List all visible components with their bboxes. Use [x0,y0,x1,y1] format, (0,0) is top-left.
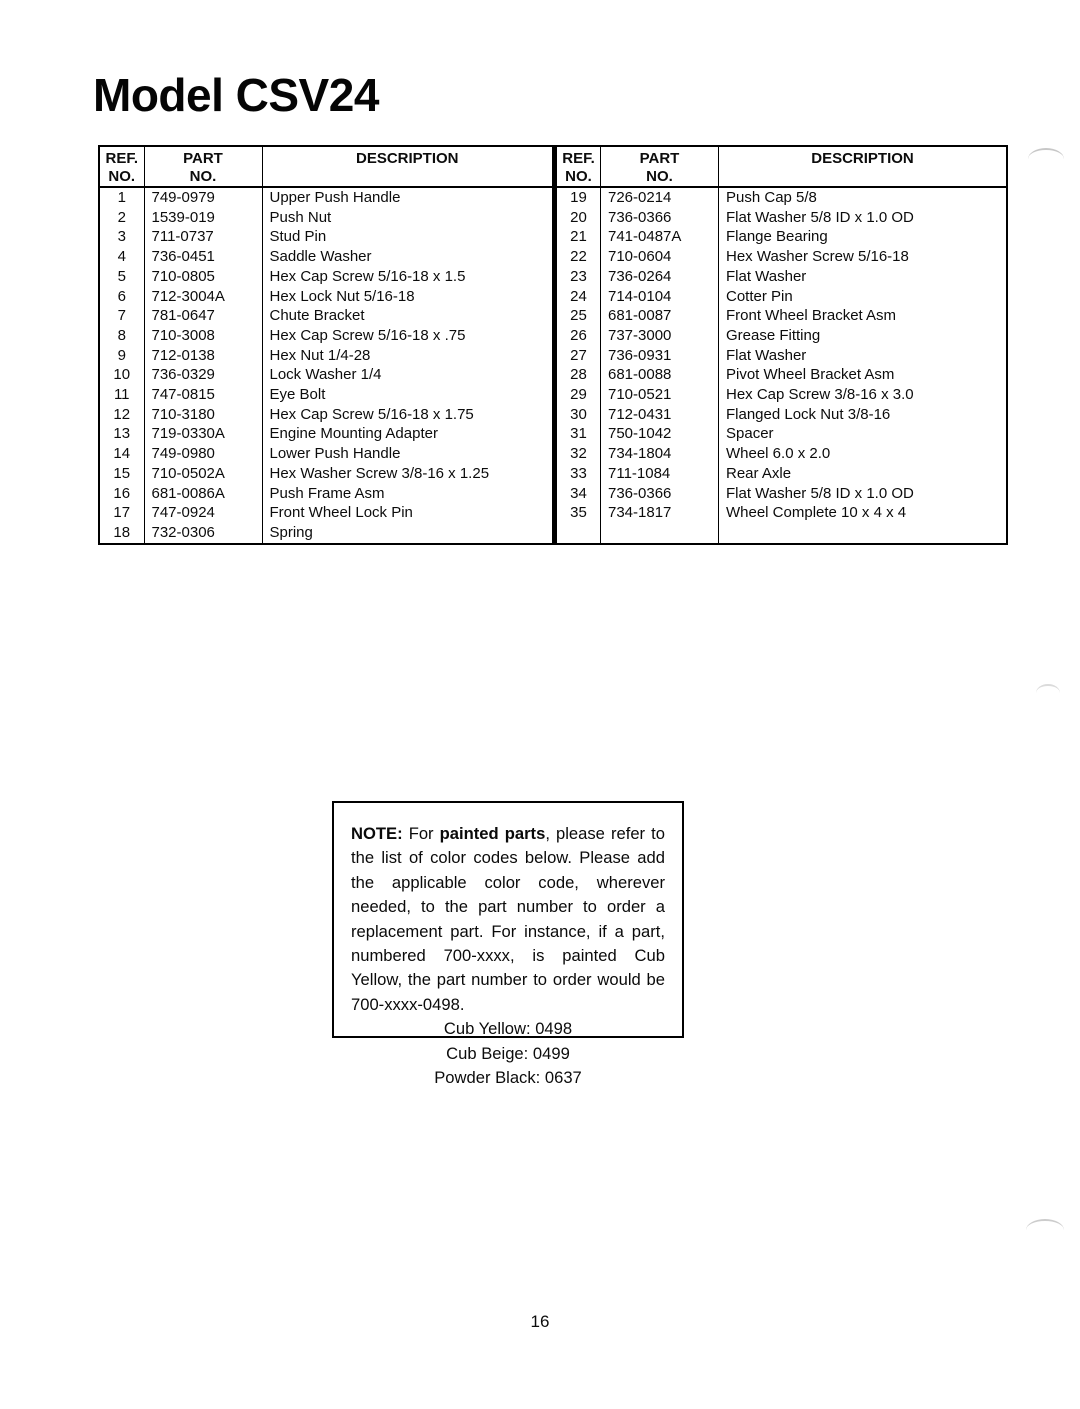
description-header [719,146,1008,187]
description-cell: Chute Bracket [269,307,365,325]
note-text-2: , please refer to the list of color codes below. Please add the applicable color code, wherever needed, to the part number to order a replacement part. For instance, if a part, numbered 700-xxxx, is painted Cub Yellow, the part number to order would be 700-xxxx-0498. [351,824,665,1014]
table-row [99,306,553,326]
scan-artifact [1028,148,1064,159]
description-cell: Push Cap 5/8 [726,189,817,206]
header-row [556,146,1008,187]
ref-no-cell: 16 [99,484,144,504]
description-cell: Engine Mounting Adapter [269,425,438,443]
note-text-1: For [402,824,440,843]
color-codes-list [351,1017,665,1090]
description-cell: Hex Washer Screw 5/16-18 [726,248,909,266]
part-no-header [144,146,262,187]
description-cell: Grease Fitting [726,326,821,344]
ref-no-cell: 27 [556,346,601,366]
ref-no-cell: 5 [99,267,144,287]
ref-no-cell: 14 [99,444,144,464]
parts-tables [98,145,1008,545]
header-part-line1: PART [639,150,680,167]
part-no-cell: 710-0604 [601,247,719,267]
description-cell: Flat Washer [726,267,807,285]
table-row [99,208,553,228]
table-row [556,187,1008,208]
part-no-cell: 732-0306 [144,523,262,544]
part-no-cell: 714-0104 [601,287,719,307]
header-ref-line1: REF. [105,150,138,167]
part-no-cell: 736-0366 [601,208,719,228]
part-no-cell: 710-3180 [144,405,262,425]
ref-no-cell: 21 [556,227,601,247]
part-no-cell: 736-0451 [144,247,262,267]
scan-artifact [1026,1219,1064,1230]
ref-no-cell: 30 [556,405,601,425]
part-no-cell: 712-0138 [144,346,262,366]
description-cell: Flange Bearing [726,228,828,246]
part-no-cell: 726-0214 [601,187,719,208]
ref-no-cell: 19 [556,187,601,208]
description-cell [719,523,1008,544]
description-cell: Cotter Pin [726,287,793,305]
table-row [556,267,1008,287]
description-cell: Lock Washer 1/4 [269,366,382,384]
ref-no-cell [556,523,601,544]
part-no-cell: 736-0931 [601,346,719,366]
ref-no-cell: 11 [99,385,144,405]
table-row [556,365,1008,385]
part-no-cell: 710-0502A [144,464,262,484]
part-no-cell: 734-1804 [601,444,719,464]
part-no-cell: 711-1084 [601,464,719,484]
ref-no-header [556,146,601,187]
ref-no-cell: 8 [99,326,144,346]
description-cell: Saddle Washer [269,248,372,266]
ref-no-cell: 6 [99,287,144,307]
ref-no-cell: 18 [99,523,144,544]
part-no-cell: 736-0366 [601,484,719,504]
ref-no-cell: 26 [556,326,601,346]
table-row [99,464,553,484]
description-cell: Hex Washer Screw 3/8-16 x 1.25 [269,464,490,482]
header-row [99,146,553,187]
part-no-cell: 710-0521 [601,385,719,405]
description-cell: Wheel Complete 10 x 4 x 4 [726,504,907,522]
part-no-cell [601,523,719,544]
part-no-cell: 747-0924 [144,503,262,523]
table-row [556,208,1008,228]
ref-no-cell: 28 [556,365,601,385]
part-no-cell: 711-0737 [144,227,262,247]
part-no-cell: 736-0264 [601,267,719,287]
table-row [556,484,1008,504]
part-no-cell: 710-0805 [144,267,262,287]
table-row [556,346,1008,366]
part-no-cell: 750-1042 [601,424,719,444]
table-row [556,306,1008,326]
page-number: 16 [530,1312,550,1331]
header-description: DESCRIPTION [811,150,914,167]
description-cell: Lower Push Handle [269,445,401,463]
ref-no-cell: 20 [556,208,601,228]
ref-no-cell: 23 [556,267,601,287]
part-no-cell: 681-0086A [144,484,262,504]
table-body-right [556,187,1008,544]
color-code-cub-beige: Cub Beige: 0499 [446,1043,570,1063]
description-header [262,146,553,187]
ref-no-cell: 34 [556,484,601,504]
description-cell: Hex Cap Screw 5/16-18 x 1.5 [269,267,466,285]
color-code-cub-yellow: Cub Yellow: 0498 [443,1019,573,1039]
table-header [99,146,553,187]
page-title: Model CSV24 [93,69,379,121]
table-row [99,227,553,247]
parts-table-left [98,145,554,545]
description-cell: Stud Pin [269,228,327,246]
ref-no-cell: 32 [556,444,601,464]
ref-no-cell: 10 [99,365,144,385]
description-cell: Flat Washer 5/8 ID x 1.0 OD [726,484,914,502]
description-cell: Hex Lock Nut 5/16-18 [269,287,415,305]
table-row [556,287,1008,307]
ref-no-cell: 2 [99,208,144,228]
table-row [99,287,553,307]
note-box [332,801,684,1088]
table-row [556,523,1008,544]
part-no-cell: 681-0087 [601,306,719,326]
table-row [556,405,1008,425]
table-row [556,247,1008,267]
ref-no-cell: 4 [99,247,144,267]
ref-no-cell: 31 [556,424,601,444]
part-no-cell: 1539-019 [144,208,262,228]
part-no-cell: 712-3004A [144,287,262,307]
part-no-cell: 736-0329 [144,365,262,385]
table-row [99,503,553,523]
ref-no-cell: 17 [99,503,144,523]
description-cell: Spring [269,523,313,541]
description-cell: Rear Axle [726,464,792,482]
part-no-cell: 681-0088 [601,365,719,385]
description-cell: Hex Nut 1/4-28 [269,346,371,364]
part-no-cell: 737-3000 [601,326,719,346]
description-cell: Flat Washer [726,346,807,364]
part-no-cell: 749-0979 [144,187,262,208]
table-row [99,405,553,425]
table-row [99,484,553,504]
table-row [99,444,553,464]
ref-no-header [99,146,144,187]
part-no-cell: 734-1817 [601,503,719,523]
header-ref-line2: NO. [108,168,136,185]
header-ref-line1: REF. [562,150,595,167]
part-no-cell: 710-3008 [144,326,262,346]
header-part-line2: NO. [189,168,217,185]
ref-no-cell: 22 [556,247,601,267]
description-cell: Eye Bolt [269,386,326,404]
table-row [99,346,553,366]
description-cell: Flanged Lock Nut 3/8-16 [726,405,891,423]
ref-no-cell: 24 [556,287,601,307]
description-cell: Wheel 6.0 x 2.0 [726,445,831,463]
table-row [556,385,1008,405]
table-row [556,424,1008,444]
table-row [99,187,553,208]
ref-no-cell: 33 [556,464,601,484]
table-row [556,227,1008,247]
part-no-cell: 719-0330A [144,424,262,444]
description-cell: Flat Washer 5/8 ID x 1.0 OD [726,208,914,226]
header-description: DESCRIPTION [355,150,459,167]
table-row [556,326,1008,346]
ref-no-cell: 25 [556,306,601,326]
ref-no-cell: 3 [99,227,144,247]
parts-table-right [554,145,1008,545]
part-no-cell: 781-0647 [144,306,262,326]
ref-no-cell: 15 [99,464,144,484]
table-row [99,424,553,444]
description-cell: Push Nut [269,208,332,226]
color-code-powder-black: Powder Black: 0637 [434,1068,582,1088]
note-label: NOTE: [351,824,403,843]
ref-no-cell: 1 [99,187,144,208]
ref-no-cell: 29 [556,385,601,405]
table-row [556,503,1008,523]
description-cell: Push Frame Asm [269,484,385,502]
part-no-cell: 712-0431 [601,405,719,425]
part-no-cell: 749-0980 [144,444,262,464]
part-no-cell: 741-0487A [601,227,719,247]
table-row [99,523,553,544]
table-row [99,365,553,385]
description-cell: Upper Push Handle [269,189,401,206]
description-cell: Spacer [726,425,774,443]
description-cell: Hex Cap Screw 5/16-18 x .75 [269,326,466,344]
note-paragraph [351,822,665,1017]
header-part-line2: NO. [646,168,673,185]
part-no-header [601,146,719,187]
table-row [99,385,553,405]
header-part-line1: PART [183,150,223,167]
description-cell: Front Wheel Lock Pin [269,504,413,522]
description-cell: Pivot Wheel Bracket Asm [726,366,895,384]
table-header [556,146,1008,187]
table-row [556,464,1008,484]
description-cell: Hex Cap Screw 5/16-18 x 1.75 [269,405,474,423]
ref-no-cell: 7 [99,306,144,326]
table-body-left [99,187,553,544]
part-no-cell: 747-0815 [144,385,262,405]
table-row [556,444,1008,464]
table-row [99,326,553,346]
table-row [99,267,553,287]
ref-no-cell: 13 [99,424,144,444]
header-ref-line2: NO. [565,168,592,185]
table-row [99,247,553,267]
description-cell: Front Wheel Bracket Asm [726,307,897,325]
scan-artifact [1036,684,1060,693]
ref-no-cell: 9 [99,346,144,366]
note-bold-phrase: painted parts [439,824,546,843]
description-cell: Hex Cap Screw 3/8-16 x 3.0 [726,386,914,404]
ref-no-cell: 35 [556,503,601,523]
ref-no-cell: 12 [99,405,144,425]
